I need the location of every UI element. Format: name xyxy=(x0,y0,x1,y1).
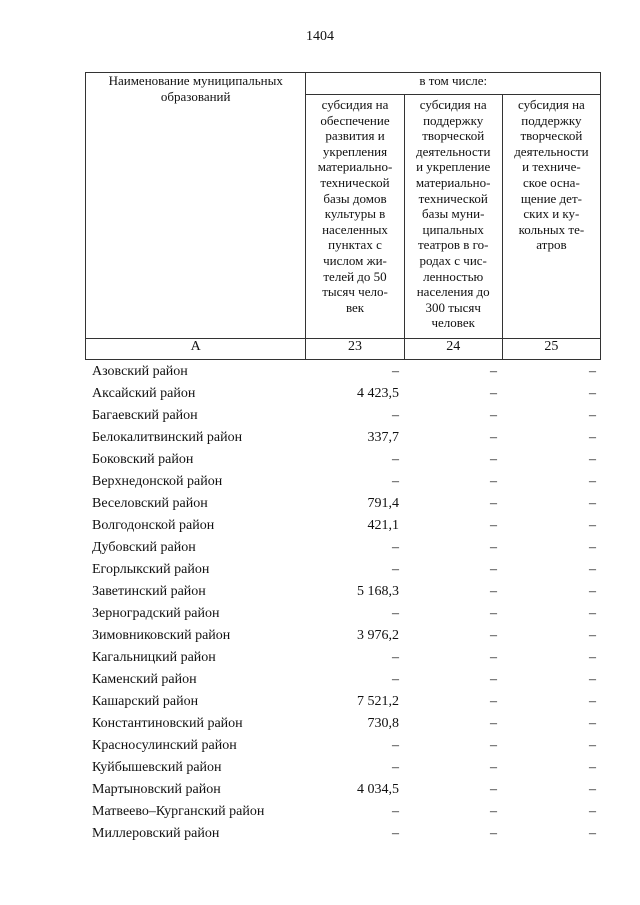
cell-23: – xyxy=(392,452,399,467)
header-line: творческой xyxy=(422,128,485,144)
cell-25: – xyxy=(589,496,596,511)
header-line: пунктах с xyxy=(328,237,382,253)
page-number: 1404 xyxy=(306,29,334,44)
header-line: материально- xyxy=(415,174,491,190)
cell-23: – xyxy=(392,804,399,819)
cell-25: – xyxy=(589,804,596,819)
cell-24: – xyxy=(490,738,497,753)
column-header-24 xyxy=(404,95,502,339)
row-name: Аксайский район xyxy=(92,386,196,401)
row-name: Миллеровский район xyxy=(92,826,220,841)
cell-23: 3 976,2 xyxy=(357,628,399,643)
row-name: Куйбышевский район xyxy=(92,760,222,775)
cell-25: – xyxy=(589,606,596,621)
row-name: Зимовниковский район xyxy=(92,628,231,643)
header-line: театров в го- xyxy=(417,237,489,253)
cell-23: 730,8 xyxy=(367,716,399,731)
cell-25: – xyxy=(589,650,596,665)
header-line: субсидия на xyxy=(321,97,389,112)
cell-25: – xyxy=(589,672,596,687)
row-name: Волгодонской район xyxy=(92,518,215,533)
row-name: Красносулинский район xyxy=(92,738,237,753)
cell-23: – xyxy=(392,364,399,379)
header-line: технической xyxy=(418,190,488,206)
row-name: Кашарский район xyxy=(92,694,199,709)
row-name: Заветинский район xyxy=(92,584,206,599)
header-line: ских и ку- xyxy=(523,206,580,222)
column-index-23: 23 xyxy=(306,339,404,360)
column-header-23 xyxy=(306,95,404,339)
cell-25: – xyxy=(589,540,596,555)
cell-23: 7 521,2 xyxy=(357,694,399,709)
cell-24: – xyxy=(490,496,497,511)
row-name: Кагальницкий район xyxy=(92,650,216,665)
cell-23: – xyxy=(392,672,399,687)
header-line: укрепления xyxy=(322,143,388,159)
table-row xyxy=(85,647,601,669)
header-line: субсидия на xyxy=(419,97,487,112)
header-line: населения до xyxy=(416,284,490,300)
header-line: базы муни- xyxy=(421,206,485,222)
column-index-25: 25 xyxy=(502,339,600,360)
header-line: телей до 50 xyxy=(323,268,387,284)
header-line: ципальных xyxy=(422,221,484,237)
table-row xyxy=(85,823,601,845)
cell-24: – xyxy=(490,628,497,643)
header-line: деятельности xyxy=(514,143,589,159)
cell-23: – xyxy=(392,606,399,621)
cell-24: – xyxy=(490,430,497,445)
row-name: Дубовский район xyxy=(92,540,196,555)
header-line: населенных xyxy=(322,221,388,237)
cell-23: 421,1 xyxy=(367,518,399,533)
header-line: 300 тысяч xyxy=(425,299,481,315)
table-row xyxy=(85,691,601,713)
header-line: базы домов xyxy=(323,190,387,206)
cell-23: – xyxy=(392,408,399,423)
cell-24: – xyxy=(490,826,497,841)
table-row xyxy=(85,669,601,691)
cell-23: – xyxy=(392,562,399,577)
column-header-name: Наименование муниципальных образований xyxy=(86,73,306,339)
header-line: и техниче- xyxy=(522,159,581,175)
table-row xyxy=(85,471,601,493)
cell-23: – xyxy=(392,540,399,555)
table-row xyxy=(85,383,601,405)
cell-24: – xyxy=(490,562,497,577)
row-name: Белокалитвинский район xyxy=(92,430,243,445)
row-name: Егорлыкский район xyxy=(92,562,210,577)
table-row xyxy=(85,625,601,647)
row-name: Мартыновский район xyxy=(92,782,221,797)
row-name: Азовский район xyxy=(92,364,188,379)
cell-24: – xyxy=(490,782,497,797)
cell-23: – xyxy=(392,738,399,753)
table-row xyxy=(85,603,601,625)
cell-24: – xyxy=(490,804,497,819)
header-line: субсидия на xyxy=(518,97,585,112)
table-row xyxy=(85,581,601,603)
cell-24: – xyxy=(490,452,497,467)
table-row xyxy=(85,449,601,471)
cell-23: 791,4 xyxy=(367,496,399,511)
row-name: Верхнедонской район xyxy=(92,474,223,489)
row-name: Зерноградский район xyxy=(92,606,220,621)
row-name: Каменский район xyxy=(92,672,197,687)
cell-24: – xyxy=(490,672,497,687)
cell-24: – xyxy=(490,760,497,775)
cell-23: – xyxy=(392,650,399,665)
row-name: Веселовский район xyxy=(92,496,208,511)
header-line: культуры в xyxy=(324,206,386,222)
table-row xyxy=(85,405,601,427)
header-line: век xyxy=(345,299,365,315)
cell-23: – xyxy=(392,474,399,489)
header-line: технической xyxy=(320,174,390,190)
cell-25: – xyxy=(589,430,596,445)
cell-24: – xyxy=(490,364,497,379)
cell-24: – xyxy=(490,584,497,599)
row-name: Матвеево–Курганский район xyxy=(92,804,265,819)
header-line: деятельности xyxy=(415,143,491,159)
header-line: атров xyxy=(536,237,567,253)
cell-25: – xyxy=(589,518,596,533)
header-line: числом жи- xyxy=(323,252,387,268)
table-header xyxy=(85,72,601,360)
cell-24: – xyxy=(490,694,497,709)
table-row xyxy=(85,713,601,735)
header-line: материально- xyxy=(317,159,393,175)
cell-23: 337,7 xyxy=(367,430,399,445)
column-index-a: А xyxy=(86,339,306,360)
cell-24: – xyxy=(490,606,497,621)
cell-24: – xyxy=(490,650,497,665)
cell-25: – xyxy=(589,782,596,797)
header-line: и укрепление xyxy=(416,159,491,175)
cell-24: – xyxy=(490,408,497,423)
cell-24: – xyxy=(490,518,497,533)
header-line: творческой xyxy=(520,128,583,144)
cell-24: – xyxy=(490,386,497,401)
cell-25: – xyxy=(589,760,596,775)
table-row xyxy=(85,801,601,823)
header-line: тысяч чело- xyxy=(322,284,388,300)
header-line: ское осна- xyxy=(523,174,580,190)
header-line: кольных те- xyxy=(518,221,585,237)
cell-25: – xyxy=(589,408,596,423)
cell-25: – xyxy=(589,628,596,643)
cell-23: – xyxy=(392,760,399,775)
header-line: поддержку xyxy=(423,112,484,128)
cell-25: – xyxy=(589,474,596,489)
header-line: поддержку xyxy=(521,112,582,128)
cell-24: – xyxy=(490,716,497,731)
table-row xyxy=(85,735,601,757)
table-row xyxy=(85,757,601,779)
cell-25: – xyxy=(589,562,596,577)
table-body xyxy=(85,361,601,845)
table-row xyxy=(85,493,601,515)
cell-23: 5 168,3 xyxy=(357,584,399,599)
table-row xyxy=(85,559,601,581)
cell-25: – xyxy=(589,694,596,709)
header-line: развития и xyxy=(325,128,385,144)
table-row xyxy=(85,427,601,449)
cell-25: – xyxy=(589,452,596,467)
cell-25: – xyxy=(589,738,596,753)
row-name: Боковский район xyxy=(92,452,194,467)
column-group-header: в том числе: xyxy=(306,73,601,95)
column-index-24: 24 xyxy=(404,339,502,360)
table-row xyxy=(85,361,601,383)
cell-25: – xyxy=(589,364,596,379)
cell-23: 4 034,5 xyxy=(357,782,399,797)
table-row xyxy=(85,779,601,801)
table-row xyxy=(85,537,601,559)
cell-25: – xyxy=(589,386,596,401)
cell-24: – xyxy=(490,540,497,555)
header-line: ленностью xyxy=(423,268,484,284)
header-line: щение дет- xyxy=(520,190,582,206)
header-line: человек xyxy=(431,315,475,331)
cell-25: – xyxy=(589,716,596,731)
row-name: Багаевский район xyxy=(92,408,198,423)
row-name: Константиновский район xyxy=(92,716,243,731)
cell-25: – xyxy=(589,584,596,599)
cell-24: – xyxy=(490,474,497,489)
cell-23: 4 423,5 xyxy=(357,386,399,401)
cell-25: – xyxy=(589,826,596,841)
cell-23: – xyxy=(392,826,399,841)
header-line: обеспечение xyxy=(320,112,390,128)
header-line: родах с чис- xyxy=(419,252,487,268)
table-row xyxy=(85,515,601,537)
column-header-25 xyxy=(502,95,600,339)
